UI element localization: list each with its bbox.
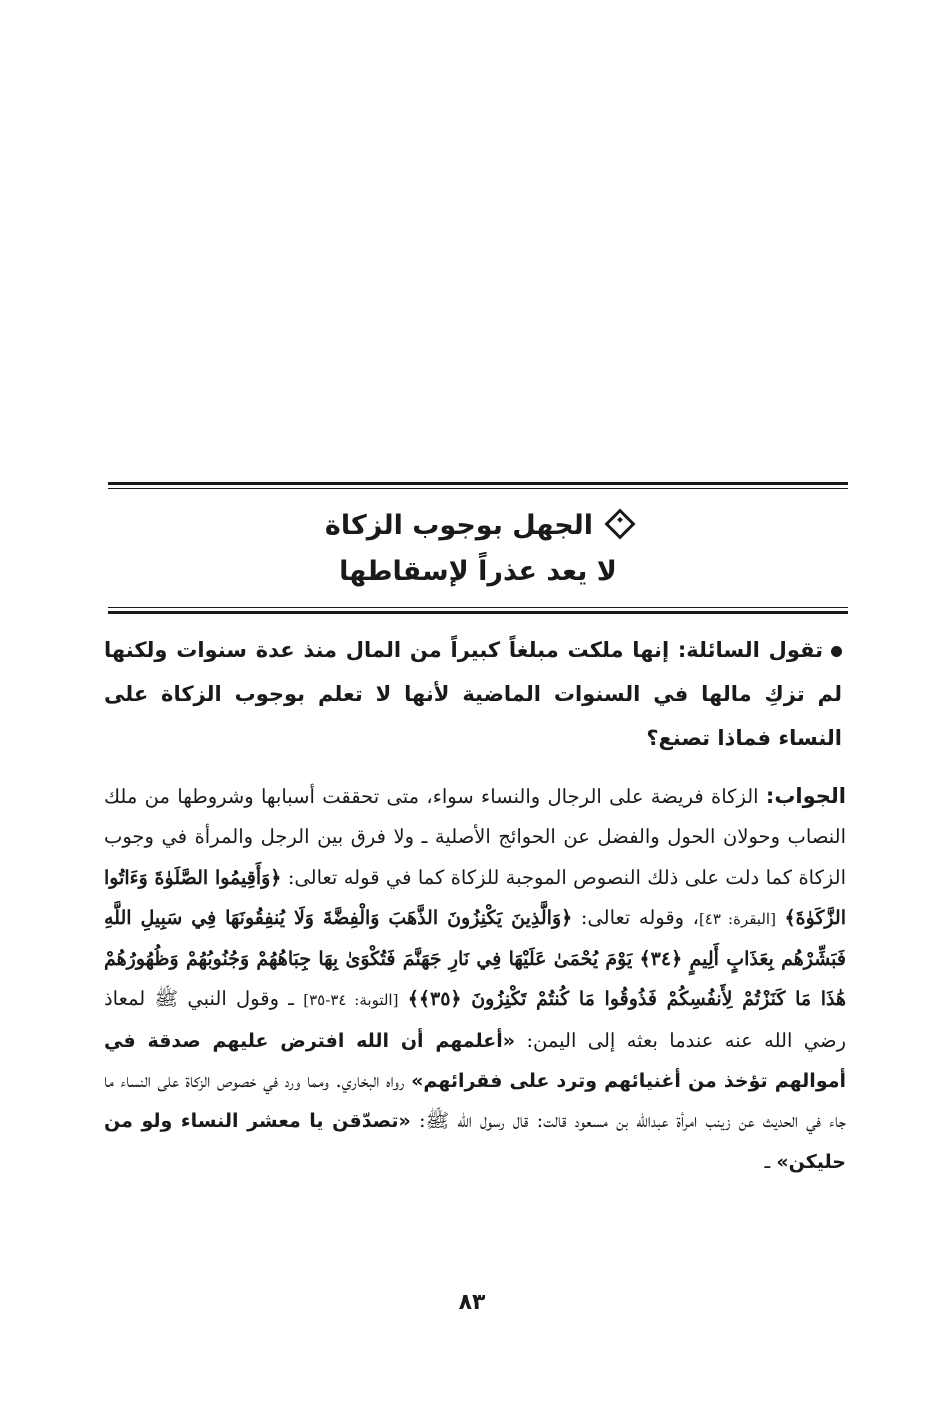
answer-text-2: ، وقوله تعالى: bbox=[580, 905, 699, 929]
hadith-quote-1: «أعلمهم أن الله افترض عليهم صدقة في أموالهم تؤخذ من أغنيائهم وترد على فقرائهم» bbox=[104, 1029, 847, 1093]
bullet-icon bbox=[831, 646, 842, 657]
answer-text-4: رواه البخاري. ومما ورد في خصوص الزكاة على النساء ما جاء في الحديث عن زينب امرأة عبدالله بن مسعود قالت: قال رسول الله ﷺ: bbox=[104, 1069, 847, 1133]
chapter-heading bbox=[108, 482, 848, 614]
question-text: إنها ملكت مبلغاً كبيراً من المال منذ عدة سنوات ولكنها لم تزكِ مالها في السنوات الماضية لأنها لا تعلم بوجوب الزكاة على النساء فماذا تصنع؟ bbox=[104, 638, 842, 750]
quran-verse-2: ﴿وَالَّذِينَ يَكْنِزُونَ الذَّهَبَ وَالْفِضَّةَ وَلَا يُنفِقُونَهَا فِي سَبِيلِ اللَّهِ فَبَشِّرْهُم بِعَذَابٍ أَلِيمٍ ﴿٣٤﴾ يَوْمَ يُحْمَىٰ عَلَيْهَا فِي نَارِ جَهَنَّمَ فَتُكْوَىٰ بِهَا جِبَاهُهُمْ وَجُنُوبُهُمْ وَظُهُورُهُمْ هَٰذَا مَا كَنَزْتُمْ لِأَنفُسِكُمْ فَذُوقُوا مَا كُنتُمْ تَكْنِزُونَ ﴿٣٥﴾﴾ bbox=[104, 906, 846, 1011]
answer-label: الجواب: bbox=[765, 784, 847, 808]
verse-reference-2: [التوبة: ٣٤-٣٥] bbox=[303, 991, 399, 1010]
verse-reference-1: [البقرة: ٤٣] bbox=[698, 909, 776, 928]
answer-text-1: الزكاة فريضة على الرجال والنساء سواء، متى تحققت أسبابها وشروطها من ملك النصاب وحولان الحول والفضل عن الحوائج الأصلية ـ ولا فرق بين الرجل والمرأة في وجوب الزكاة كما دلت على ذلك النصوص الموجبة للزكاة كما في قوله تعالى: bbox=[104, 785, 846, 889]
heading-line-2: لا يعد عذراً لإسقاطها bbox=[339, 556, 617, 587]
answer-paragraph bbox=[104, 776, 846, 1182]
heading-text bbox=[108, 489, 848, 607]
heading-line-1 bbox=[108, 503, 848, 549]
hadith-quote-2: «تصدّقن يا معشر النساء ولو من حليكن» bbox=[104, 1110, 846, 1173]
top-double-rule bbox=[108, 482, 848, 489]
answer-text-3: ـ وقول النبي ﷺ لمعاذ رضي الله عنه عندما بعثه إلى اليمن: bbox=[104, 987, 846, 1052]
question-label: تقول السائلة: bbox=[677, 638, 823, 662]
bottom-double-rule bbox=[108, 607, 848, 614]
page-number: ٨٣ bbox=[458, 1290, 486, 1315]
quran-verse-1: ﴿وَأَقِيمُوا الصَّلَوٰةَ وَءَاتُوا الزَّكَوٰةَ﴾ bbox=[104, 866, 846, 929]
question-paragraph bbox=[104, 628, 842, 760]
diamond-icon bbox=[605, 508, 636, 539]
heading-title: الجهل بوجوب الزكاة bbox=[324, 510, 594, 541]
answer-text-5: ـ bbox=[764, 1149, 771, 1173]
